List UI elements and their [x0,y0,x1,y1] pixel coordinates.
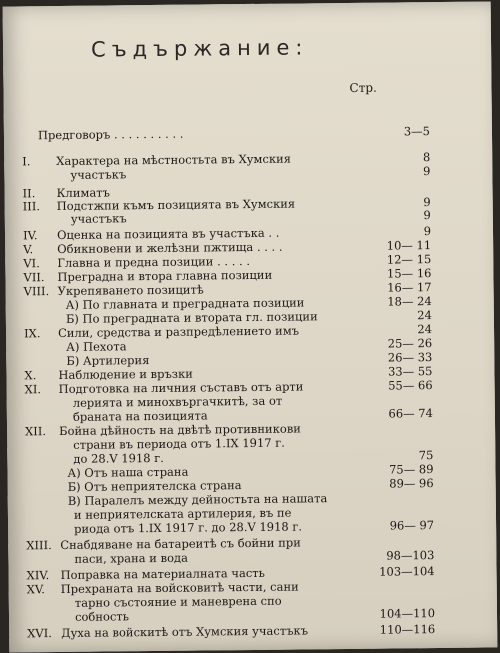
toc-entry-page: 89— 96 [389,476,434,490]
toc-entry-title: Сили, средства и разпредѣлението имъ [58,323,358,340]
toc-entry-page: 33— 55 [388,364,433,378]
toc-entry-title: А) По главната и преградната позиции [66,295,366,312]
toc-entry-title: и неприятелската артилерия, въ пе [74,505,374,522]
toc-entry-number: XIV. [27,568,57,582]
toc-entry-page: 103—104 [379,564,435,579]
toc-entry-page: 9 [423,195,430,209]
toc-entry-title: риода отъ 1.IX 1917 г. до 28.V 1918 г. [74,519,374,536]
toc-entry-title: лерията и минохвъргачкитѣ, за от [73,393,373,410]
toc-entry-title: Прехраната на войсковитѣ части, сани [61,579,361,596]
toc-entry [4,123,492,128]
table-of-contents [3,1,491,6]
page-title: Съдържание: [91,35,309,61]
toc-entry-title: Преградна и втора главна позиции [57,267,357,284]
toc-entry-number: IV. [23,228,53,242]
toc-entry-page: 96— 97 [390,518,435,532]
toc-entry-title: Оценка на позицията въ участъка . . [57,225,357,242]
toc-entry-page: 15— 16 [387,266,432,280]
toc-entry [4,149,492,154]
toc-entry-page: 8 [423,150,430,164]
toc-entry-number: VII. [23,270,53,284]
toc-entry-page: 24 [417,308,432,322]
page-column-label: Стр. [349,81,376,95]
toc-entry-page: 66— 74 [388,406,433,420]
toc-entry-number: III. [23,199,53,213]
toc-entry-number: XI. [25,382,55,396]
toc-entry-title: Духа на войскитѣ отъ Хумския участъкъ [61,623,361,640]
toc-entry-title: Б) По преградната и втората гл. позиции [66,309,366,326]
toc-entry-title: тарно състояние и маневрена спо [75,593,375,610]
toc-entry-title: Подготовка на личния съставъ отъ арти [59,379,359,396]
toc-entry-title: собность [75,607,375,624]
toc-entry-title: А) Пехота [66,337,366,354]
toc-entry-number: VI. [23,256,53,270]
toc-entry-title: Б) Артилерия [66,351,366,368]
toc-entry-number: V. [23,242,53,256]
toc-entry-page: 16— 17 [387,280,432,294]
toc-entry-page: 3—5 [404,124,430,138]
toc-entry-number: XVI. [27,626,57,640]
toc-entry-title: Предговоръ . . . . . . . . . . [38,125,338,142]
toc-entry-title: Снабдяване на батареитѣ съ бойни при [60,535,360,552]
toc-entry-number: XV. [27,582,57,596]
toc-entry-page: 110—116 [380,622,436,637]
toc-entry-page: 55— 66 [388,378,433,392]
toc-entry-title: Бойна дѣйность на двѣтѣ противникови [59,421,359,438]
toc-entry-number: II. [23,186,53,200]
toc-entry-title: до 28.V 1918 г. [73,449,373,466]
toc-entry-number: VIII. [24,284,54,298]
book-page [3,1,498,652]
toc-entry-title: Обикновени и желѣзни пжтища . . . . [57,239,357,256]
toc-entry-page: 75— 89 [389,462,434,476]
toc-entry-title: Поправка на материалната часть [61,565,361,582]
toc-entry-page: 26— 33 [388,350,433,364]
toc-entry-number: XII. [25,424,55,438]
toc-entry-title: Наблюдение и връзки [58,365,358,382]
toc-entry-title: Главна и предна позиции . . . . . [57,253,357,270]
toc-entry [5,181,493,186]
toc-entry-title: Подстжпи къмъ позицията въ Хумския [57,196,357,213]
toc-entry-page: 12— 15 [387,252,432,266]
toc-entry-number: X. [24,368,54,382]
toc-entry-title: В) Паралелъ между дейностьта на нашата [68,491,368,508]
toc-entry-page: 75 [419,448,434,462]
toc-entry-page: 98—103 [386,548,434,563]
toc-entry-page: 104—110 [380,606,436,621]
toc-entry-page: 10— 11 [387,238,432,252]
toc-entry-title: А) Отъ наша страна [67,463,367,480]
toc-entry-number: XIII. [26,538,56,552]
toc-entry-title: браната на позицията [73,407,373,424]
toc-entry-title: Характера на мѣстностьта въ Хумския [56,151,356,168]
toc-entry-title: Климатъ [57,183,357,200]
toc-entry-page: 24 [417,322,432,336]
toc-entry-title: Укрепяването позицитѣ [58,281,358,298]
toc-entry-title: участъкъ [70,165,370,182]
toc-entry-title: Б) Отъ неприятелска страна [68,477,368,494]
toc-entry-page: 9 [423,208,430,222]
toc-entry-page: 25— 26 [388,336,433,350]
toc-entry-number: IX. [24,326,54,340]
toc-entry-number: I. [22,154,52,168]
toc-entry-page: 18— 24 [387,294,432,308]
toc-entry-title: страни въ периода отъ 1.IX 1917 г. [73,435,373,452]
toc-entry-title: участъкъ [71,209,371,226]
toc-entry-page: 9 [424,224,431,238]
toc-entry-page: 9 [423,164,430,178]
toc-entry-title: паси, храна и вода [74,549,374,566]
